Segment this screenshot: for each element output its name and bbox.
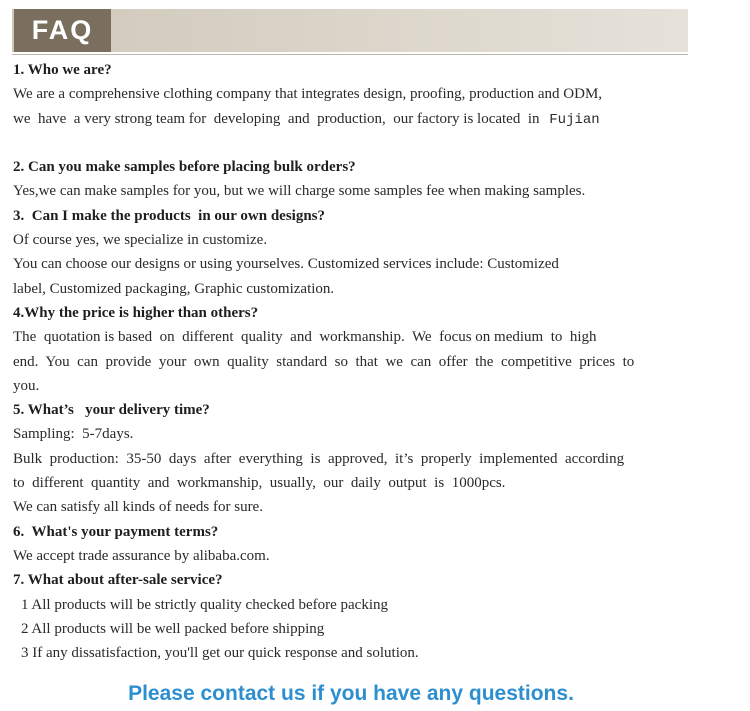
question-2: 2. Can you make samples before placing bulk orders? [13, 159, 356, 176]
question-5: 5. What’s your delivery time? [13, 402, 210, 419]
answer-4-line-3: you. [13, 377, 40, 394]
question-6: 6. What's your payment terms? [13, 523, 219, 540]
answer-7-line-1: 1 All products will be strictly quality checked before packing [21, 596, 388, 613]
faq-header-bar [12, 9, 688, 52]
spacer [13, 131, 693, 155]
question-3: 3. Can I make the products in our own designs? [13, 207, 326, 224]
answer-5-line-3: to different quantity and workmanship, usually, our daily output is 1000pcs. [13, 475, 506, 492]
answer-5-line-4: We can satisfy all kinds of needs for sure. [13, 499, 263, 516]
header-divider [12, 54, 688, 55]
answer-2-line-1: Yes,we can make samples for you, but we will charge some samples fee when making samples. [13, 183, 586, 200]
answer-3-line-3: label, Customized packaging, Graphic customization. [13, 280, 335, 297]
answer-3-line-1: Of course yes, we specialize in customize. [13, 232, 268, 249]
faq-title: FAQ [14, 9, 111, 52]
answer-1-line-2 [13, 107, 693, 131]
answer-4-line-2: end. You can provide your own quality standard so that we can offer the competitive prices to [13, 353, 635, 370]
faq-content [13, 58, 693, 665]
answer-6-line-1: We accept trade assurance by alibaba.com. [13, 547, 270, 564]
question-1: 1. Who we are? [13, 62, 112, 78]
contact-message: Please contact us if you have any questions. [128, 682, 574, 705]
answer-5-line-2: Bulk production: 35-50 days after everything is approved, it’s properly implemented according [13, 450, 625, 467]
answer-4-line-1: The quotation is based on different quality and workmanship. We focus on medium to high [13, 329, 597, 346]
answer-1-line-1: We are a comprehensive clothing company that integrates design, proofing, production and ODM, [13, 86, 603, 103]
question-7: 7. What about after-sale service? [13, 572, 223, 589]
answer-5-line-1: Sampling: 5-7days. [13, 426, 134, 443]
answer-7-line-3: 3 If any dissatisfaction, you'll get our quick response and solution. [21, 645, 419, 662]
answer-7-line-2: 2 All products will be well packed before shipping [21, 620, 325, 637]
factory-location: Fujian [549, 111, 600, 128]
answer-1-line-2-text: we have a very strong team for developing and production, our factory is located in [13, 110, 540, 127]
question-4: 4.Why the price is higher than others? [13, 304, 259, 321]
answer-3-line-2: You can choose our designs or using yourselves. Customized services include: Customized [13, 256, 559, 273]
